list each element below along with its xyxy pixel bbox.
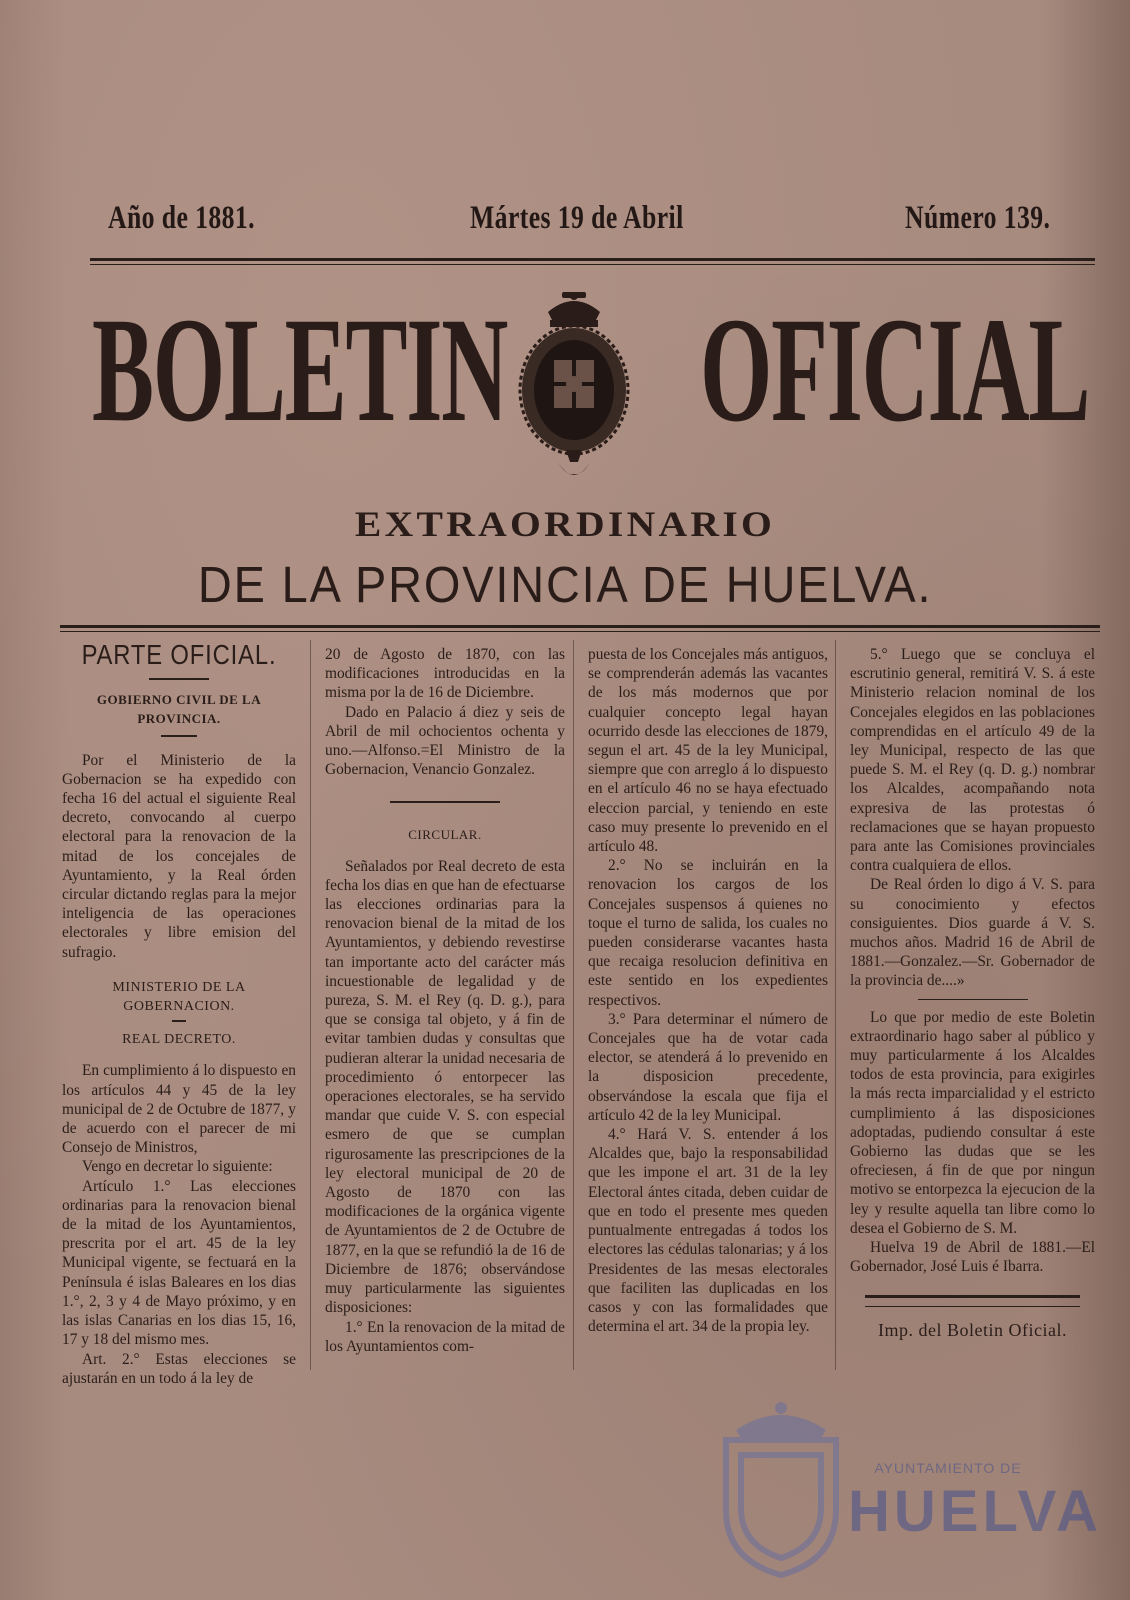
article-paragraph: Artículo 1.° Las elecciones ordinarias para la renovacion bienal de la mitad de los Ayuntamientos, prescrita por el art. 45 de la ley Municipal vigente, se fectuará en la Península é islas Baleares en los dias 1.°, 2, 3 y 4 de Mayo próximo, y en las islas Canarias en los dias 15, 16, 17 y 18 del mismo mes. bbox=[62, 1177, 296, 1349]
column-separator bbox=[835, 640, 836, 1370]
header-rule bbox=[90, 258, 1095, 261]
huelva-shield-watermark-icon bbox=[706, 1400, 856, 1580]
circular-paragraph: 1.° En la renovacion de la mitad de los Ayuntamientos com- bbox=[325, 1318, 565, 1355]
issue-number: Número 139. bbox=[905, 200, 1051, 236]
rule-paragraph: 2.° No se incluirán en la renovacion los cargos de los Concejales suspensos á quienes no toque el turno de salida, los cuales no pueden considerarse vacantes hasta que recaiga resolucion definitiva en este sentido en los expedientes respectivos. bbox=[588, 857, 828, 1009]
ministry-heading: MINISTERIO DE LA GOBERNACION. bbox=[112, 979, 246, 1015]
masthead-rule-thin bbox=[60, 631, 1100, 632]
watermark-small: AYUNTAMIENTO DE bbox=[874, 1460, 1022, 1476]
section-title: PARTE OFICIAL. bbox=[81, 639, 277, 670]
decree-paragraph: En cumplimiento á lo dispuesto en los artículos 44 y 45 de la ley municipal de 2 de Octubre de 1877, y de acuerdo con el parecer de mi Consejo de Ministros, bbox=[62, 1062, 296, 1157]
royal-coat-of-arms-icon bbox=[518, 290, 630, 490]
imprint: Imp. del Boletin Oficial. bbox=[878, 1319, 1067, 1340]
decree-paragraph: Vengo en decretar lo siguiente: bbox=[82, 1158, 273, 1176]
ornament-divider bbox=[172, 1020, 186, 1022]
column-2 bbox=[325, 645, 565, 1356]
ornament-divider bbox=[149, 678, 209, 680]
rule-paragraph: puesta de los Concejales más antiguos, se comprenderán además las vacantes de los más modernos que por cualquier concepto legal hayan ocurrido desde las elecciones de 1879, segun el art. 45 de la ley Municipal, siempre que con arreglo á lo dispuesto en el artículo 46 no se haya efectuado eleccion parcial, y teniendo en este caso muy presente lo prevenido en el artículo 48. bbox=[588, 646, 828, 856]
column-separator bbox=[573, 640, 574, 1370]
notice-paragraph: Lo que por medio de este Boletin extraordinario hago saber al público y muy particularmente á los Alcaldes todos de esta provincia, para exigirles la más recta imparcialidad y el estricto cumplimiento á las disposiciones adoptadas, pudiendo consultar á este Gobierno las dudas que se les ofreciesen, á fin de que por ningun motivo se entorpezca la ejecucion de la ley y resulte aquella tan libre como lo desea el Gobierno de S. M. bbox=[850, 1008, 1095, 1237]
signature-paragraph: Huelva 19 de Abril de 1881.—El Gobernador, José Luis é Ibarra. bbox=[850, 1239, 1095, 1276]
column-3 bbox=[588, 645, 828, 1336]
watermark-big: HUELVA bbox=[848, 1479, 1102, 1544]
closing-rule bbox=[865, 1295, 1080, 1298]
article-paragraph: Art. 2.° Estas elecciones se ajustarán en un todo á la ley de bbox=[62, 1350, 296, 1387]
column-1 bbox=[62, 639, 296, 1388]
ornament-divider bbox=[918, 999, 1028, 1000]
ornament-divider bbox=[390, 801, 500, 803]
province-subtitle: DE LA PROVINCIA DE HUELVA. bbox=[197, 556, 933, 613]
extraordinary-subtitle: EXTRAORDINARIO bbox=[354, 504, 776, 544]
closing-rule-thin bbox=[865, 1306, 1080, 1307]
ornament-divider bbox=[161, 735, 197, 737]
intro-paragraph: Por el Ministerio de la Gobernacion se ha expedido con fecha 16 del actual el siguiente Real decreto, convocando al cuerpo electoral para la renovacion de la mitad de los concejales de Ayuntamiento, y la Real órden circular dictando reglas para la mejor inteligencia de las operaciones electorales y libre emision del sufragio. bbox=[62, 751, 296, 961]
rule-paragraph: 4.° Hará V. S. entender á los Alcaldes que, bajo la responsabilidad que les impone el art. 31 de la ley Electoral ántes citada, deben cuidar de que en todo el presente mes queden puntualmente entregadas á todos los electores las cédulas talonarias; y á los Presidentes de las mesas electorales que faciliten las duplicadas en los casos y con las formalidades que determina el art. 34 de la propia ley. bbox=[588, 1126, 828, 1336]
masthead-rule bbox=[60, 625, 1100, 628]
column-4 bbox=[850, 645, 1095, 1340]
header-rule-thin bbox=[90, 264, 1095, 265]
watermark-text bbox=[848, 1460, 1102, 1544]
rule-paragraph: 5.° Luego que se concluya el escrutinio general, remitirá V. S. á este Ministerio relacion nominal de los Concejales elegidos en las poblaciones comprendidas en el artículo 49 de la ley Municipal, respecto de las que puede S. M. el Rey (q. D. g.) nombrar los Alcaldes, acompañando nota expresiva de las protestas ó reclamaciones que se hayan propuesto para ante las Comisiones provinciales contra cualquiera de ellos. bbox=[850, 646, 1095, 875]
circular-paragraph: Señalados por Real decreto de esta fecha los dias en que han de efectuarse las elecciones ordinarias para la renovacion bienal de la mitad de los Ayuntamientos, y debiendo revestirse tan importante acto del carácter más incuestionable de legalidad y de pureza, S. M. el Rey (q. D. g.), para que se consiga tal objeto, y á fin de evitar tambien dudas y consultas que pudieran alterar la unidad necesaria de procedimiento ó entorpecer las operaciones electorales, se ha servido mandar que cuide V. S. con especial esmero de que se cumplan rigurosamente las prescripciones de la ley electoral municipal de 20 de Agosto de 1870 con las modificaciones de la orgánica vigente de Ayuntamientos de 2 de Octubre de 1877, en la que se refundió la de 16 de Diciembre de 1876; observándose muy particularmente las siguientes disposiciones: bbox=[325, 857, 565, 1317]
decree-paragraph: 20 de Agosto de 1870, con las modificaciones introducidas en la misma por la de 16 de Diciembre. bbox=[325, 646, 565, 702]
column-separator bbox=[310, 640, 311, 1370]
year-label: Año de 1881. bbox=[108, 200, 255, 236]
gov-heading: GOBIERNO CIVIL DE LA PROVINCIA. bbox=[96, 692, 262, 727]
masthead-left-word: BOLETIN bbox=[92, 287, 508, 453]
closing-paragraph: De Real órden lo digo á V. S. para su conocimiento y efectos consiguientes. Dios guarde á V. S. muchos años. Madrid 16 de Abril de 1881.—Gonzalez.—Sr. Gobernador de la provincia de....» bbox=[850, 876, 1095, 990]
circular-heading: CIRCULAR. bbox=[408, 827, 482, 843]
rule-paragraph: 3.° Para determinar el número de Concejales que ha de votar cada elector, se atenderá á lo prevenido en la disposicion precedente, observándose la escala que fija el artículo 42 de la ley Municipal. bbox=[588, 1010, 828, 1124]
signature-paragraph: Dado en Palacio á diez y seis de Abril de mil ochocientos ochenta y uno.—Alfonso.=El Ministro de la Gobernacion, Venancio Gonzalez. bbox=[325, 703, 565, 779]
masthead-right-word: OFICIAL bbox=[700, 287, 1090, 453]
decree-heading: REAL DECRETO. bbox=[122, 1032, 236, 1048]
date-label: Mártes 19 de Abril bbox=[470, 200, 684, 236]
